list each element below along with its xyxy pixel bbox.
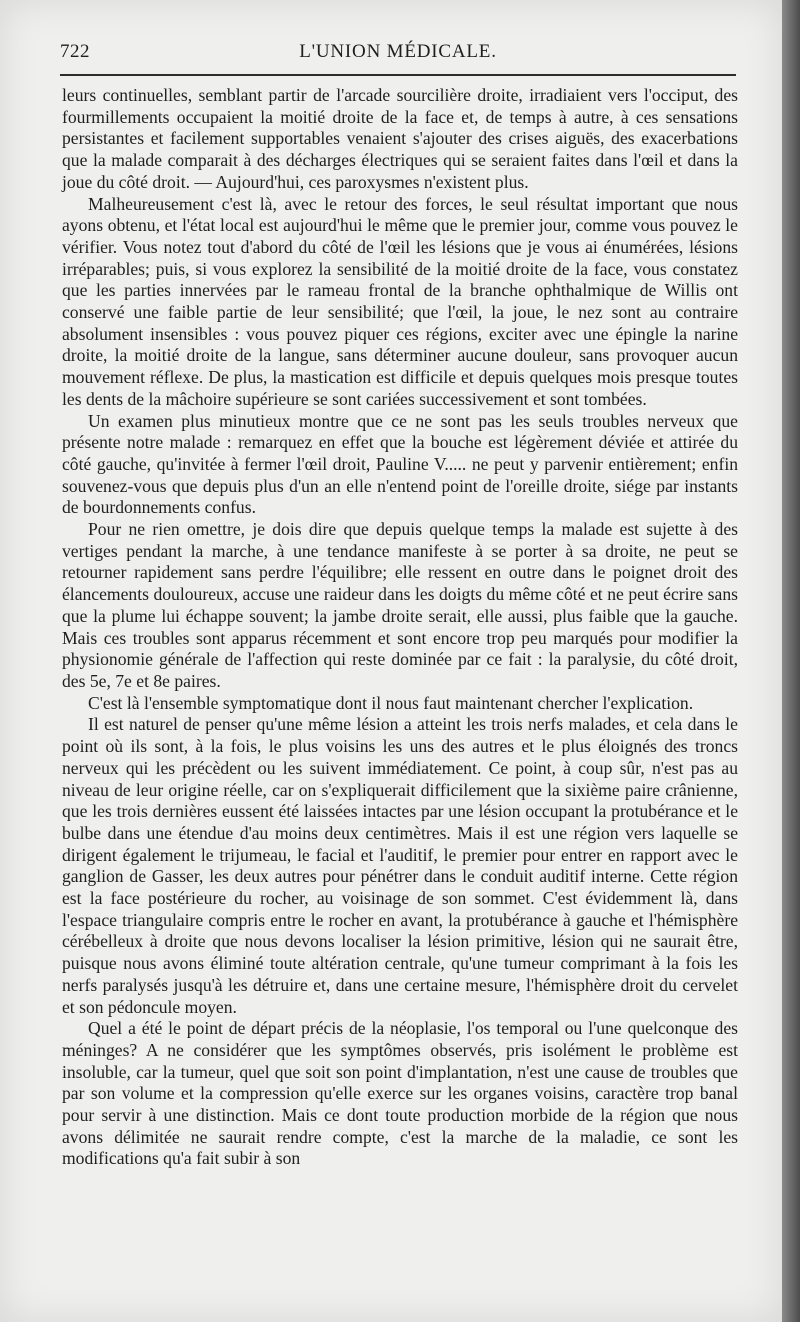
running-title: L'UNION MÉDICALE. <box>299 41 497 62</box>
paragraph: Quel a été le point de départ précis de la néoplasie, l'os temporal ou l'une quelconque des méninges? A ne considérer que les symptômes observés, pris isolément le problème est insoluble, car la tumeur, quel que soit son point d'implantation, n'est une cause de troubles que par son volume et la compression qu'elle exerce sur les organes voisins, caractère trop banal pour servir à une distinction. Mais ce dont toute production morbide de la région que nous avons délimitée ne saurait rendre compte, c'est la marche de la maladie, ce sont les modifications qu'a fait subir à son <box>62 1018 738 1169</box>
article-body <box>62 85 738 1170</box>
page-header <box>60 41 736 69</box>
paragraph: Pour ne rien omettre, je dois dire que depuis quelque temps la malade est sujette à des vertiges pendant la marche, à une tendance manifeste à se porter à sa droite, ne peut se retourner rapidement sans perdre l'équilibre; elle ressent en outre dans le poignet droit des élancements douloureux, accuse une raideur dans les doigts du même côté et ne peut écrire sans que la plume lui échappe souvent; la jambe droite serait, elle aussi, plus faible que la gauche. Mais ces troubles sont apparus récemment et sont encore trop peu marqués pour modifier la physionomie générale de l'affection qui reste dominée par ce fait : la paralysie, du côté droit, des 5e, 7e et 8e paires. <box>62 519 738 691</box>
paragraph: Malheureusement c'est là, avec le retour des forces, le seul résultat important que nous ayons obtenu, et l'état local est aujourd'hui le même que le premier jour, comme vous pouvez le vérifier. Vous notez tout d'abord du côté de l'œil les lésions que je vous ai énumérées, lésions irréparables; puis, si vous explorez la sensibilité de la moitié droite de la face, vous constatez que les parties innervées par le rameau frontal de la branche ophthalmique de Willis ont conservé une faible partie de leur sensibilité; que l'œil, la joue, le nez sont au contraire absolument insensibles : vous pouvez piquer ces régions, exciter avec une épingle la narine droite, la moitié droite de la langue, sans déterminer aucune douleur, sans provoquer aucun mouvement réflexe. De plus, la mastication est difficile et depuis quelques mois presque toutes les dents de la mâchoire supérieure se sont cariées successivement et sont tombées. <box>62 193 738 409</box>
page-number: 722 <box>60 41 90 62</box>
paragraph-continuation: leurs continuelles, semblant partir de l'arcade sourcilière droite, irradiaient vers l'occiput, des fourmillements occupaient la moitié droite de la face et, de temps à autre, à ces sensations persistantes et facilement supportables venaient s'ajouter des crises aiguës, des exacerbations que la malade comparait à des décharges électriques qui se seraient faites dans l'œil et dans la joue du côté droit. — Aujourd'hui, ces paroxysmes n'existent plus. <box>62 85 738 192</box>
paragraph: C'est là l'ensemble symptomatique dont il nous faut maintenant chercher l'explication. <box>88 692 694 713</box>
page-edge-shadow <box>782 0 800 1322</box>
paragraph: Un examen plus minutieux montre que ce ne sont pas les seuls troubles nerveux que présente notre malade : remarquez en effet que la bouche est légèrement déviée et attirée du côté gauche, qu'invitée à fermer l'œil droit, Pauline V..... ne peut y parvenir entièrement; enfin souvenez-vous que depuis plus d'un an elle n'entend point de l'oreille droite, siége par instants de bourdonnements confus. <box>62 410 738 518</box>
paragraph: Il est naturel de penser qu'une même lésion a atteint les trois nerfs malades, et cela dans le point où ils sont, à la fois, le plus voisins les uns des autres et le plus éloignés des troncs nerveux qui les précèdent ou les suivent immédiatement. Ce point, à coup sûr, n'est pas au niveau de leur origine réelle, car on s'expliquerait difficilement que la sixième paire crânienne, que les trois dernières eussent été laissées intactes par une lésion occupant la protubérance et le bulbe dans une étendue d'au moins deux centimètres. Mais il est une région vers laquelle se dirigent également le trijumeau, le facial et l'auditif, le premier pour entrer en rapport avec le ganglion de Gasser, les deux autres pour pénétrer dans le conduit auditif interne. Cette région est la face postérieure du rocher, au voisinage de son sommet. C'est évidemment là, dans l'espace triangulaire compris entre le rocher en avant, la protubérance à gauche et l'hémisphère cérébelleux à droite que nous devons localiser la lésion primitive, lésion qui ne saurait être, puisque nous avons éliminé toute altération centrale, qu'une tumeur comprimant à la fois les nerfs paralysés jusqu'à les détruire et, dans une certaine mesure, l'hémisphère droit du cervelet et son pédoncule moyen. <box>62 714 738 1017</box>
header-rule <box>60 74 736 76</box>
